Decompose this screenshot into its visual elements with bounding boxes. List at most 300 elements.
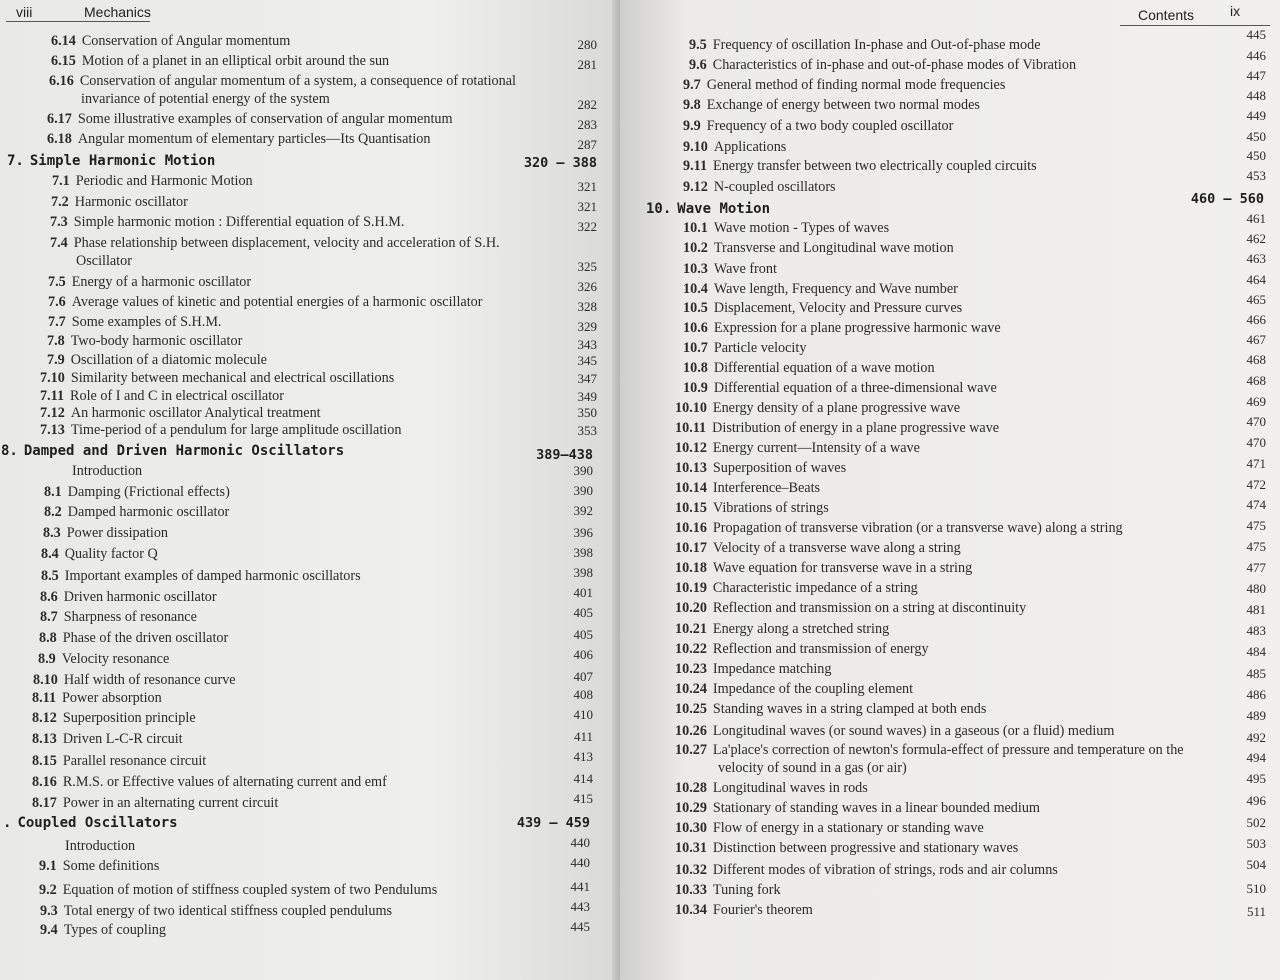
section-title xyxy=(32,690,162,707)
section-text: Particle velocity xyxy=(713,340,807,356)
page-reference: 443 xyxy=(570,899,590,914)
section-title xyxy=(32,710,196,727)
section-text: Displacement, Velocity and Pressure curves xyxy=(713,300,963,316)
page-reference: 445 xyxy=(1246,27,1266,42)
section-number: 10.19 xyxy=(675,580,707,596)
section-number: 10.11 xyxy=(675,420,707,436)
section-title xyxy=(683,360,935,377)
section-text: Fourier's theorem xyxy=(712,902,813,918)
section-title xyxy=(40,903,392,920)
section-number: 10.24 xyxy=(675,681,707,697)
page-reference: 407 xyxy=(573,669,593,684)
section-title xyxy=(44,484,230,501)
section-text: Superposition of waves xyxy=(712,460,847,476)
page-reference: 453 xyxy=(1246,168,1266,183)
section-number: 7. xyxy=(7,153,24,169)
page-reference: 440 xyxy=(570,835,590,850)
page-reference: 390 xyxy=(573,463,593,478)
page-reference: 350 xyxy=(577,405,597,420)
left-header-rule xyxy=(6,21,150,22)
section-number: 9.9 xyxy=(683,118,701,134)
section-title xyxy=(675,500,829,517)
section-number: 10.4 xyxy=(683,281,708,297)
section-title xyxy=(49,73,516,90)
section-text: Oscillation of a diatomic molecule xyxy=(70,352,267,368)
section-title xyxy=(718,760,907,777)
page-reference: 441 xyxy=(570,879,590,894)
page-reference: 410 xyxy=(573,707,593,722)
section-number: 10.26 xyxy=(675,723,707,739)
section-text: Energy current—Intensity of a wave xyxy=(712,440,920,456)
section-text: Standing waves in a string clamped at both ends xyxy=(712,701,987,717)
page-reference: 510 xyxy=(1246,881,1266,896)
page-reference: 461 xyxy=(1246,211,1266,226)
page-reference: 460 – 560 xyxy=(1190,191,1264,207)
page-reference: 411 xyxy=(573,729,593,744)
section-text: Wave motion - Types of waves xyxy=(713,220,890,236)
section-number: 9.4 xyxy=(40,922,58,938)
section-number: 8.17 xyxy=(32,795,57,811)
section-title xyxy=(76,253,132,270)
section-title xyxy=(675,460,846,477)
page-reference: 511 xyxy=(1246,904,1266,919)
page-reference: 389–438 xyxy=(536,447,593,463)
section-text: Propagation of transverse vibration (or a transverse wave) along a string xyxy=(712,520,1123,536)
section-number: 10.15 xyxy=(675,500,707,516)
left-running-title: Mechanics xyxy=(84,4,151,20)
section-number: 7.4 xyxy=(50,235,68,251)
section-number: 8.9 xyxy=(38,651,56,667)
section-text: Time-period of a pendulum for large amplitude oscillation xyxy=(70,422,402,438)
section-text: La'place's correction of newton's formula-effect of pressure and temperature on the xyxy=(712,742,1184,758)
section-number: 10. xyxy=(646,201,672,217)
section-title xyxy=(41,568,361,585)
section-number: 10.7 xyxy=(683,340,708,356)
section-text: Vibrations of strings xyxy=(712,500,829,516)
page-reference: 329 xyxy=(577,319,597,334)
section-number: 9.6 xyxy=(689,57,707,73)
right-header-rule xyxy=(1120,25,1270,26)
section-number: 8.10 xyxy=(33,672,58,688)
section-number: 9.8 xyxy=(683,97,701,113)
section-text: Flow of energy in a stationary or standing wave xyxy=(712,820,984,836)
section-text: Characteristics of in-phase and out-of-phase modes of Vibration xyxy=(712,57,1077,73)
section-text: Transverse and Longitudinal wave motion xyxy=(713,240,954,256)
section-title xyxy=(38,651,169,668)
page-reference: 472 xyxy=(1246,477,1266,492)
section-title xyxy=(40,370,394,387)
right-running-title: Contents xyxy=(1138,7,1195,23)
section-title xyxy=(51,33,290,50)
section-number: 10.3 xyxy=(683,261,708,277)
section-text: Role of I and C in electrical oscillator xyxy=(70,388,284,404)
section-title xyxy=(683,320,1001,337)
section-text: Phase of the driven oscillator xyxy=(62,630,229,646)
section-text: Some illustrative examples of conservation of angular momentum xyxy=(77,111,453,127)
section-number: 9.7 xyxy=(683,77,701,93)
page-reference: 415 xyxy=(573,791,593,806)
section-number: 10.5 xyxy=(683,300,708,316)
section-text: Wave front xyxy=(713,261,777,277)
page-reference: 489 xyxy=(1246,708,1266,723)
section-title xyxy=(675,902,813,919)
section-text: Damped and Driven Harmonic Oscillators xyxy=(23,443,345,459)
section-title xyxy=(39,882,437,899)
section-title xyxy=(675,560,972,577)
section-number: 10.31 xyxy=(675,840,707,856)
section-text: Velocity of a transverse wave along a string xyxy=(712,540,961,556)
section-number: 10.8 xyxy=(683,360,708,376)
section-text: Parallel resonance circuit xyxy=(62,753,207,769)
section-title xyxy=(65,838,135,855)
section-title xyxy=(683,340,806,357)
section-text: Differential equation of a three-dimensional wave xyxy=(713,380,997,396)
section-text: Total energy of two identical stiffness coupled pendulums xyxy=(63,903,393,919)
section-number: 7.8 xyxy=(47,333,65,349)
section-number: 10.6 xyxy=(683,320,708,336)
section-text: Similarity between mechanical and electrical oscillations xyxy=(70,370,395,386)
section-text: Introduction xyxy=(72,463,143,479)
section-number: 8.2 xyxy=(44,504,62,520)
section-number: 8.12 xyxy=(32,710,57,726)
section-text: Motion of a planet in an elliptical orbit around the sun xyxy=(81,53,390,69)
section-number: 8. xyxy=(1,443,18,459)
left-page-number: viii xyxy=(16,4,33,20)
section-number: 9.2 xyxy=(39,882,57,898)
section-number: 6.14 xyxy=(51,33,76,49)
section-title xyxy=(675,641,929,658)
page-reference: 353 xyxy=(577,423,597,438)
section-number: 9.12 xyxy=(683,179,708,195)
page-reference: 463 xyxy=(1246,251,1266,266)
section-title xyxy=(52,173,253,190)
page-reference: 401 xyxy=(573,585,593,600)
page-reference: 475 xyxy=(1246,518,1266,533)
section-title xyxy=(72,463,142,480)
section-number: 10.16 xyxy=(675,520,707,536)
page-reference: 468 xyxy=(1246,373,1266,388)
section-title xyxy=(47,352,267,369)
section-text: An harmonic oscillator Analytical treatment xyxy=(70,405,321,421)
section-title xyxy=(675,820,984,837)
section-title xyxy=(32,774,387,791)
section-text: Distinction between progressive and stationary waves xyxy=(712,840,1019,856)
page-reference: 398 xyxy=(573,565,593,580)
page-reference: 321 xyxy=(577,179,597,194)
section-title xyxy=(675,440,920,457)
page-reference: 470 xyxy=(1246,414,1266,429)
section-text: Damping (Frictional effects) xyxy=(67,484,230,500)
section-number: 8.4 xyxy=(41,546,59,562)
section-number: 10.29 xyxy=(675,800,707,816)
section-text: Energy transfer between two electrically coupled circuits xyxy=(713,158,1037,174)
section-text: Energy along a stretched string xyxy=(712,621,890,637)
section-number: 10.9 xyxy=(683,380,708,396)
page-reference: 440 xyxy=(570,855,590,870)
section-text: Energy of a harmonic oscillator xyxy=(71,274,252,290)
section-text: Applications xyxy=(713,139,787,155)
section-text: Impedance of the coupling element xyxy=(712,681,914,697)
page-reference: 439 – 459 xyxy=(516,815,590,831)
section-text: velocity of sound in a gas (or air) xyxy=(718,760,907,776)
section-text: Simple harmonic motion : Differential equation of S.H.M. xyxy=(73,214,405,230)
page-reference: 485 xyxy=(1246,666,1266,681)
section-text: Simple Harmonic Motion xyxy=(29,153,216,169)
section-text: invariance of potential energy of the system xyxy=(81,91,330,107)
section-text: Sharpness of resonance xyxy=(63,609,197,625)
page-reference: 486 xyxy=(1246,687,1266,702)
section-text: Harmonic oscillator xyxy=(74,194,188,210)
section-number: 10.32 xyxy=(675,862,707,878)
page-reference: 474 xyxy=(1246,497,1266,512)
section-number: 10.2 xyxy=(683,240,708,256)
section-title xyxy=(675,701,986,718)
section-title xyxy=(51,53,389,70)
section-number: 8.1 xyxy=(44,484,62,500)
section-title xyxy=(39,858,159,875)
section-text: Longitudinal waves in rods xyxy=(712,780,868,796)
page-reference: 392 xyxy=(573,503,593,518)
section-number: 8.3 xyxy=(43,525,61,541)
page-reference: 470 xyxy=(1246,435,1266,450)
section-title xyxy=(675,580,918,597)
section-text: Driven L-C-R circuit xyxy=(62,731,183,747)
section-number: 10.25 xyxy=(675,701,707,717)
chapter-title xyxy=(7,153,215,170)
section-text: Introduction xyxy=(65,838,136,854)
page-reference: 492 xyxy=(1246,730,1266,745)
section-title xyxy=(675,480,820,497)
page-reference: 282 xyxy=(577,97,597,112)
section-title xyxy=(683,380,997,397)
section-text: General method of finding normal mode frequencies xyxy=(706,77,1006,93)
chapter-title xyxy=(3,815,178,832)
page-reference: 468 xyxy=(1246,352,1266,367)
section-title xyxy=(689,57,1076,74)
page-reference: 322 xyxy=(577,219,597,234)
section-number: 8.7 xyxy=(40,609,58,625)
section-text: Frequency of a two body coupled oscillator xyxy=(706,118,954,134)
section-number: 6.16 xyxy=(49,73,74,89)
section-number: 7.10 xyxy=(40,370,65,386)
section-title xyxy=(675,520,1123,537)
section-text: Energy density of a plane progressive wave xyxy=(712,400,961,416)
section-text: Frequency of oscillation In-phase and Out-of-phase mode xyxy=(712,37,1041,53)
section-title xyxy=(32,795,278,812)
section-title xyxy=(43,525,168,542)
page-reference: 414 xyxy=(573,771,593,786)
section-text: Wave length, Frequency and Wave number xyxy=(713,281,958,297)
page-reference: 494 xyxy=(1246,750,1266,765)
right-page xyxy=(620,0,1280,980)
section-title xyxy=(675,840,1018,857)
section-title xyxy=(48,314,221,331)
section-number: 8.16 xyxy=(32,774,57,790)
section-title xyxy=(683,158,1037,175)
section-text: Half width of resonance curve xyxy=(63,672,236,688)
section-text: Exchange of energy between two normal modes xyxy=(706,97,980,113)
section-number: 10.13 xyxy=(675,460,707,476)
section-text: Driven harmonic oscillator xyxy=(63,589,217,605)
section-number: 7.11 xyxy=(40,388,65,404)
page-reference: 287 xyxy=(577,137,597,152)
section-text: Phase relationship between displacement, velocity and acceleration of S.H. xyxy=(73,235,500,251)
section-number: 6.18 xyxy=(47,131,72,147)
section-title xyxy=(683,179,836,196)
section-text: Power absorption xyxy=(62,690,162,706)
section-number: 6.17 xyxy=(47,111,72,127)
section-number: 10.1 xyxy=(683,220,708,236)
section-title xyxy=(41,546,158,563)
section-title xyxy=(51,194,188,211)
page-reference: 326 xyxy=(577,279,597,294)
section-number: 10.20 xyxy=(675,600,707,616)
page-reference: 483 xyxy=(1246,623,1266,638)
section-text: Expression for a plane progressive harmonic wave xyxy=(713,320,1001,336)
section-number: 7.2 xyxy=(51,194,69,210)
section-title xyxy=(675,600,1026,617)
section-title xyxy=(683,300,962,317)
page-reference: 281 xyxy=(577,57,597,72)
page-reference: 502 xyxy=(1246,815,1266,830)
section-number: 7.5 xyxy=(48,274,66,290)
page-reference: 477 xyxy=(1246,560,1266,575)
section-text: Superposition principle xyxy=(62,710,196,726)
page-reference: 503 xyxy=(1246,836,1266,851)
page-reference: 405 xyxy=(573,605,593,620)
section-title xyxy=(47,111,453,128)
section-title xyxy=(675,420,999,437)
page-reference: 347 xyxy=(577,371,597,386)
page-reference: 413 xyxy=(573,749,593,764)
section-number: 7.6 xyxy=(48,294,66,310)
section-text: Impedance matching xyxy=(712,661,832,677)
section-title xyxy=(683,118,953,135)
section-number: 9.3 xyxy=(40,903,58,919)
section-title xyxy=(48,294,483,311)
section-text: Different modes of vibration of strings, rods and air columns xyxy=(712,862,1058,878)
section-text: Interference–Beats xyxy=(712,480,821,496)
page-reference: 465 xyxy=(1246,292,1266,307)
section-text: Reflection and transmission of energy xyxy=(712,641,929,657)
section-number: 8.11 xyxy=(32,690,57,706)
page-reference: 349 xyxy=(577,389,597,404)
page-reference: 321 xyxy=(577,199,597,214)
section-title xyxy=(40,388,284,405)
section-title xyxy=(683,220,889,237)
section-text: Distribution of energy in a plane progressive wave xyxy=(712,420,1000,436)
section-text: Differential equation of a wave motion xyxy=(713,360,935,376)
page-reference: 467 xyxy=(1246,332,1266,347)
section-title xyxy=(40,589,217,606)
section-number: 10.18 xyxy=(675,560,707,576)
section-title xyxy=(40,405,321,422)
section-number: 8.6 xyxy=(40,589,58,605)
section-title xyxy=(675,540,961,557)
section-title xyxy=(48,274,251,291)
section-number: 9.10 xyxy=(683,139,708,155)
page-reference: 445 xyxy=(570,919,590,934)
chapter-title xyxy=(646,201,770,218)
section-number: 8.15 xyxy=(32,753,57,769)
section-text: Periodic and Harmonic Motion xyxy=(75,173,253,189)
section-number: 10.14 xyxy=(675,480,707,496)
section-text: Power in an alternating current circuit xyxy=(62,795,279,811)
section-number: 9.1 xyxy=(39,858,57,874)
page-reference: 496 xyxy=(1246,793,1266,808)
section-number: 10.23 xyxy=(675,661,707,677)
section-number: 8.13 xyxy=(32,731,57,747)
section-number: 10.34 xyxy=(675,902,707,918)
section-text: Average values of kinetic and potential energies of a harmonic oscillator xyxy=(71,294,483,310)
page-reference: 450 xyxy=(1246,129,1266,144)
left-page xyxy=(0,0,620,980)
page-reference: 406 xyxy=(573,647,593,662)
section-number: 10.33 xyxy=(675,882,707,898)
section-number: 7.3 xyxy=(50,214,68,230)
page-reference: 471 xyxy=(1246,456,1266,471)
section-text: Longitudinal waves (or sound waves) in a gaseous (or a fluid) medium xyxy=(712,723,1115,739)
section-text: Two-body harmonic oscillator xyxy=(70,333,243,349)
section-number: 7.9 xyxy=(47,352,65,368)
section-title xyxy=(683,240,954,257)
section-title xyxy=(689,37,1041,54)
section-title xyxy=(50,235,500,252)
section-number: 7.13 xyxy=(40,422,65,438)
section-title xyxy=(675,742,1184,759)
page-reference: 320 – 388 xyxy=(523,155,597,171)
section-text: Some definitions xyxy=(62,858,160,874)
section-title xyxy=(683,139,786,156)
page-reference: 390 xyxy=(573,483,593,498)
section-number: 9.11 xyxy=(683,158,708,174)
chapter-title xyxy=(1,443,344,460)
section-text: Velocity resonance xyxy=(61,651,170,667)
section-text: N-coupled oscillators xyxy=(713,179,836,195)
section-title xyxy=(40,422,401,439)
section-title xyxy=(47,333,242,350)
page-reference: 481 xyxy=(1246,602,1266,617)
section-text: R.M.S. or Effective values of alternating current and emf xyxy=(62,774,387,790)
section-text: Important examples of damped harmonic oscillators xyxy=(64,568,361,584)
page-reference: 475 xyxy=(1246,539,1266,554)
section-title xyxy=(683,261,777,278)
section-text: Damped harmonic oscillator xyxy=(67,504,230,520)
page-reference: 464 xyxy=(1246,272,1266,287)
section-title xyxy=(675,661,832,678)
page-reference: 504 xyxy=(1246,857,1266,872)
section-title xyxy=(675,621,889,638)
page-reference: 484 xyxy=(1246,644,1266,659)
section-title xyxy=(683,281,958,298)
section-text: Wave Motion xyxy=(677,201,771,217)
section-number: 10.21 xyxy=(675,621,707,637)
page-reference: 405 xyxy=(573,627,593,642)
page-reference: 480 xyxy=(1246,581,1266,596)
section-number: 7.1 xyxy=(52,173,70,189)
page-reference: 280 xyxy=(577,37,597,52)
section-number: 10.10 xyxy=(675,400,707,416)
section-title xyxy=(683,97,980,114)
section-number: 10.17 xyxy=(675,540,707,556)
page-reference: 398 xyxy=(573,545,593,560)
section-number: 10.27 xyxy=(675,742,707,758)
page-reference: 446 xyxy=(1246,48,1266,63)
page-reference: 396 xyxy=(573,525,593,540)
section-title xyxy=(675,882,781,899)
section-text: Equation of motion of stiffness coupled system of two Pendulums xyxy=(62,882,438,898)
right-page-number: ix xyxy=(1230,3,1241,19)
